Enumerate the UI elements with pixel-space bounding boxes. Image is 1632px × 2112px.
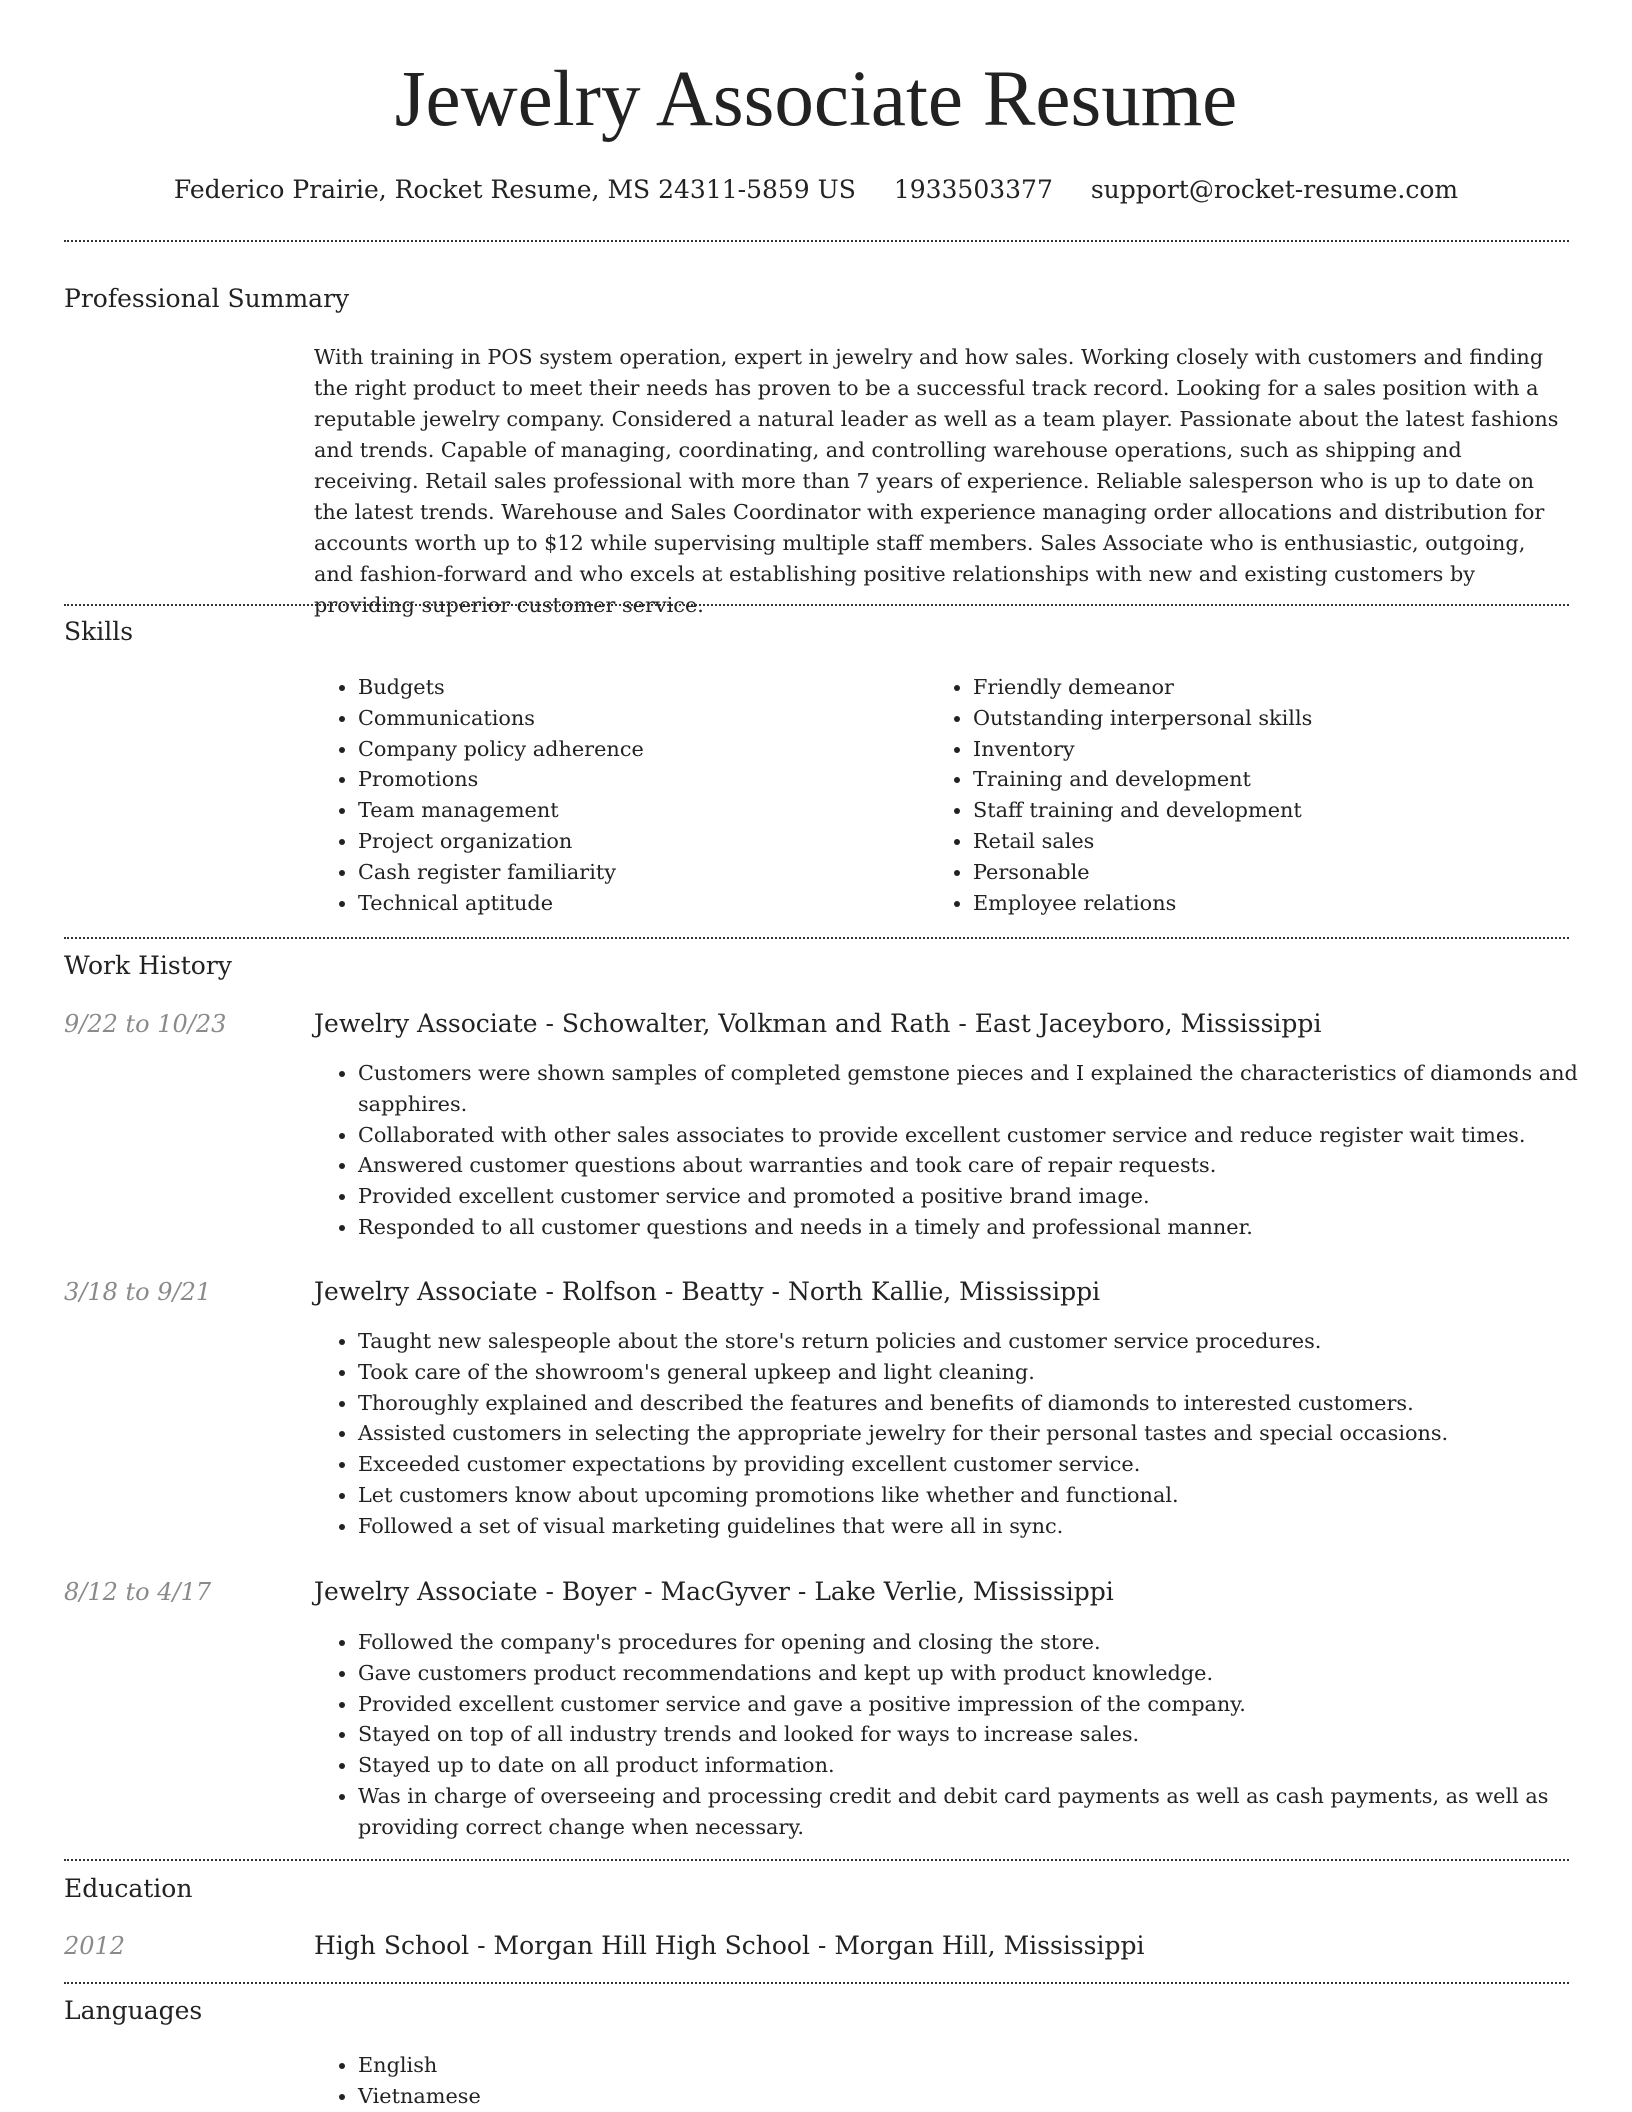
skill-item: • Friendly demeanor [973,672,1573,703]
skill-item: • Team management [358,795,918,826]
job-bullet: • Followed the company's procedures for opening and closing the store. [358,1627,1613,1658]
job-bullet: • Provided excellent customer service and gave a positive impression of the company. [358,1689,1613,1720]
job-bullets [314,1058,1613,1243]
skills-list-left [314,672,918,918]
job-bullet: • Thoroughly explained and described the features and benefits of diamonds to interested customers. [358,1388,1613,1419]
skill-item: • Personable [973,857,1573,888]
contact-line [0,173,1632,207]
job-bullet: • Was in charge of overseeing and processing credit and debit card payments as well as cash payments, as well as providing correct change when necessary. [358,1781,1613,1843]
job-bullet: • Responded to all customer questions and needs in a timely and professional manner. [358,1212,1613,1243]
job-bullet: • Provided excellent customer service and promoted a positive brand image. [358,1181,1613,1212]
section-heading-work: Work History [64,951,232,980]
contact-address: Federico Prairie, Rocket Resume, MS 24311-5859 US [173,175,856,204]
job-bullet: • Followed a set of visual marketing guidelines that were all in sync. [358,1511,1613,1542]
job-bullet: • Answered customer questions about warranties and took care of repair requests. [358,1150,1613,1181]
job-bullet: • Taught new salespeople about the store's return policies and customer service procedures. [358,1326,1613,1357]
section-heading-skills: Skills [64,617,134,646]
job-bullets [314,1326,1613,1542]
skill-item: • Outstanding interpersonal skills [973,703,1573,734]
job-bullet: • Took care of the showroom's general upkeep and light cleaning. [358,1357,1613,1388]
skill-item: • Retail sales [973,826,1573,857]
skill-item: • Communications [358,703,918,734]
job-dates: 8/12 to 4/17 [64,1578,212,1606]
resume-title: Jewelry Associate Resume [394,56,1238,143]
job-bullet: • Assisted customers in selecting the appropriate jewelry for their personal tastes and special occasions. [358,1418,1613,1449]
job-bullet: • Exceeded customer expectations by providing excellent customer service. [358,1449,1613,1480]
job-bullet: • Customers were shown samples of completed gemstone pieces and I explained the characteristics of diamonds and sapphires. [358,1058,1613,1120]
section-heading-languages: Languages [64,1996,203,2025]
skills-list-right [929,672,1573,918]
contact-email: support@rocket-resume.com [1090,175,1459,204]
skill-item: • Budgets [358,672,918,703]
job-bullet: • Collaborated with other sales associates to provide excellent customer service and reduce register wait times. [358,1120,1613,1151]
skill-item: • Staff training and development [973,795,1573,826]
language-item: • English [358,2050,958,2081]
skill-item: • Inventory [973,734,1573,765]
skill-item: • Project organization [358,826,918,857]
summary-text: With training in POS system operation, expert in jewelry and how sales. Working closely with customers and finding the right product to meet their needs has proven to be a successful track record. Looking for a sales position with a reputable jewelry company. Considered a natural leader as well as a team player. Passionate about the latest fashions and trends. Capable of managing, coordinating, and controlling warehouse operations, such as shipping and receiving. Retail sales professional with more than 7 years of experience. Reliable salesperson who is up to date on the latest trends. Warehouse and Sales Coordinator with experience managing order allocations and distribution for accounts worth up to $12 while supervising multiple staff members. Sales Associate who is enthusiastic, outgoing, and fashion-forward and who excels at establishing positive relationships with new and existing customers by providing superior customer service. [314,345,1559,617]
contact-phone: 1933503377 [893,175,1053,204]
skill-item: • Training and development [973,764,1573,795]
job-bullet: • Stayed on top of all industry trends and looked for ways to increase sales. [358,1719,1613,1750]
job-bullet: • Gave customers product recommendations and kept up with product knowledge. [358,1658,1613,1689]
education-year: 2012 [64,1932,126,1960]
divider [64,1859,1569,1861]
skill-item: • Promotions [358,764,918,795]
job-title: Jewelry Associate - Rolfson - Beatty - North Kallie, Mississippi [314,1277,1101,1306]
divider [64,240,1569,242]
languages-list [314,2050,958,2112]
education-title: High School - Morgan Hill High School - Morgan Hill, Mississippi [314,1931,1145,1960]
section-heading-summary: Professional Summary [64,284,350,313]
skill-item: • Technical aptitude [358,888,918,919]
divider [64,937,1569,939]
job-title: Jewelry Associate - Schowalter, Volkman and Rath - East Jaceyboro, Mississippi [314,1009,1322,1038]
job-dates: 9/22 to 10/23 [64,1010,227,1038]
job-bullet: • Stayed up to date on all product information. [358,1750,1613,1781]
section-heading-education: Education [64,1874,193,1903]
job-bullet: • Let customers know about upcoming promotions like whether and functional. [358,1480,1613,1511]
skill-item: • Employee relations [973,888,1573,919]
job-bullets [314,1627,1613,1843]
divider [64,1982,1569,1984]
job-title: Jewelry Associate - Boyer - MacGyver - Lake Verlie, Mississippi [314,1577,1114,1606]
skill-item: • Cash register familiarity [358,857,918,888]
language-item: • Vietnamese [358,2081,958,2112]
job-dates: 3/18 to 9/21 [64,1278,212,1306]
divider [64,604,1569,606]
skill-item: • Company policy adherence [358,734,918,765]
